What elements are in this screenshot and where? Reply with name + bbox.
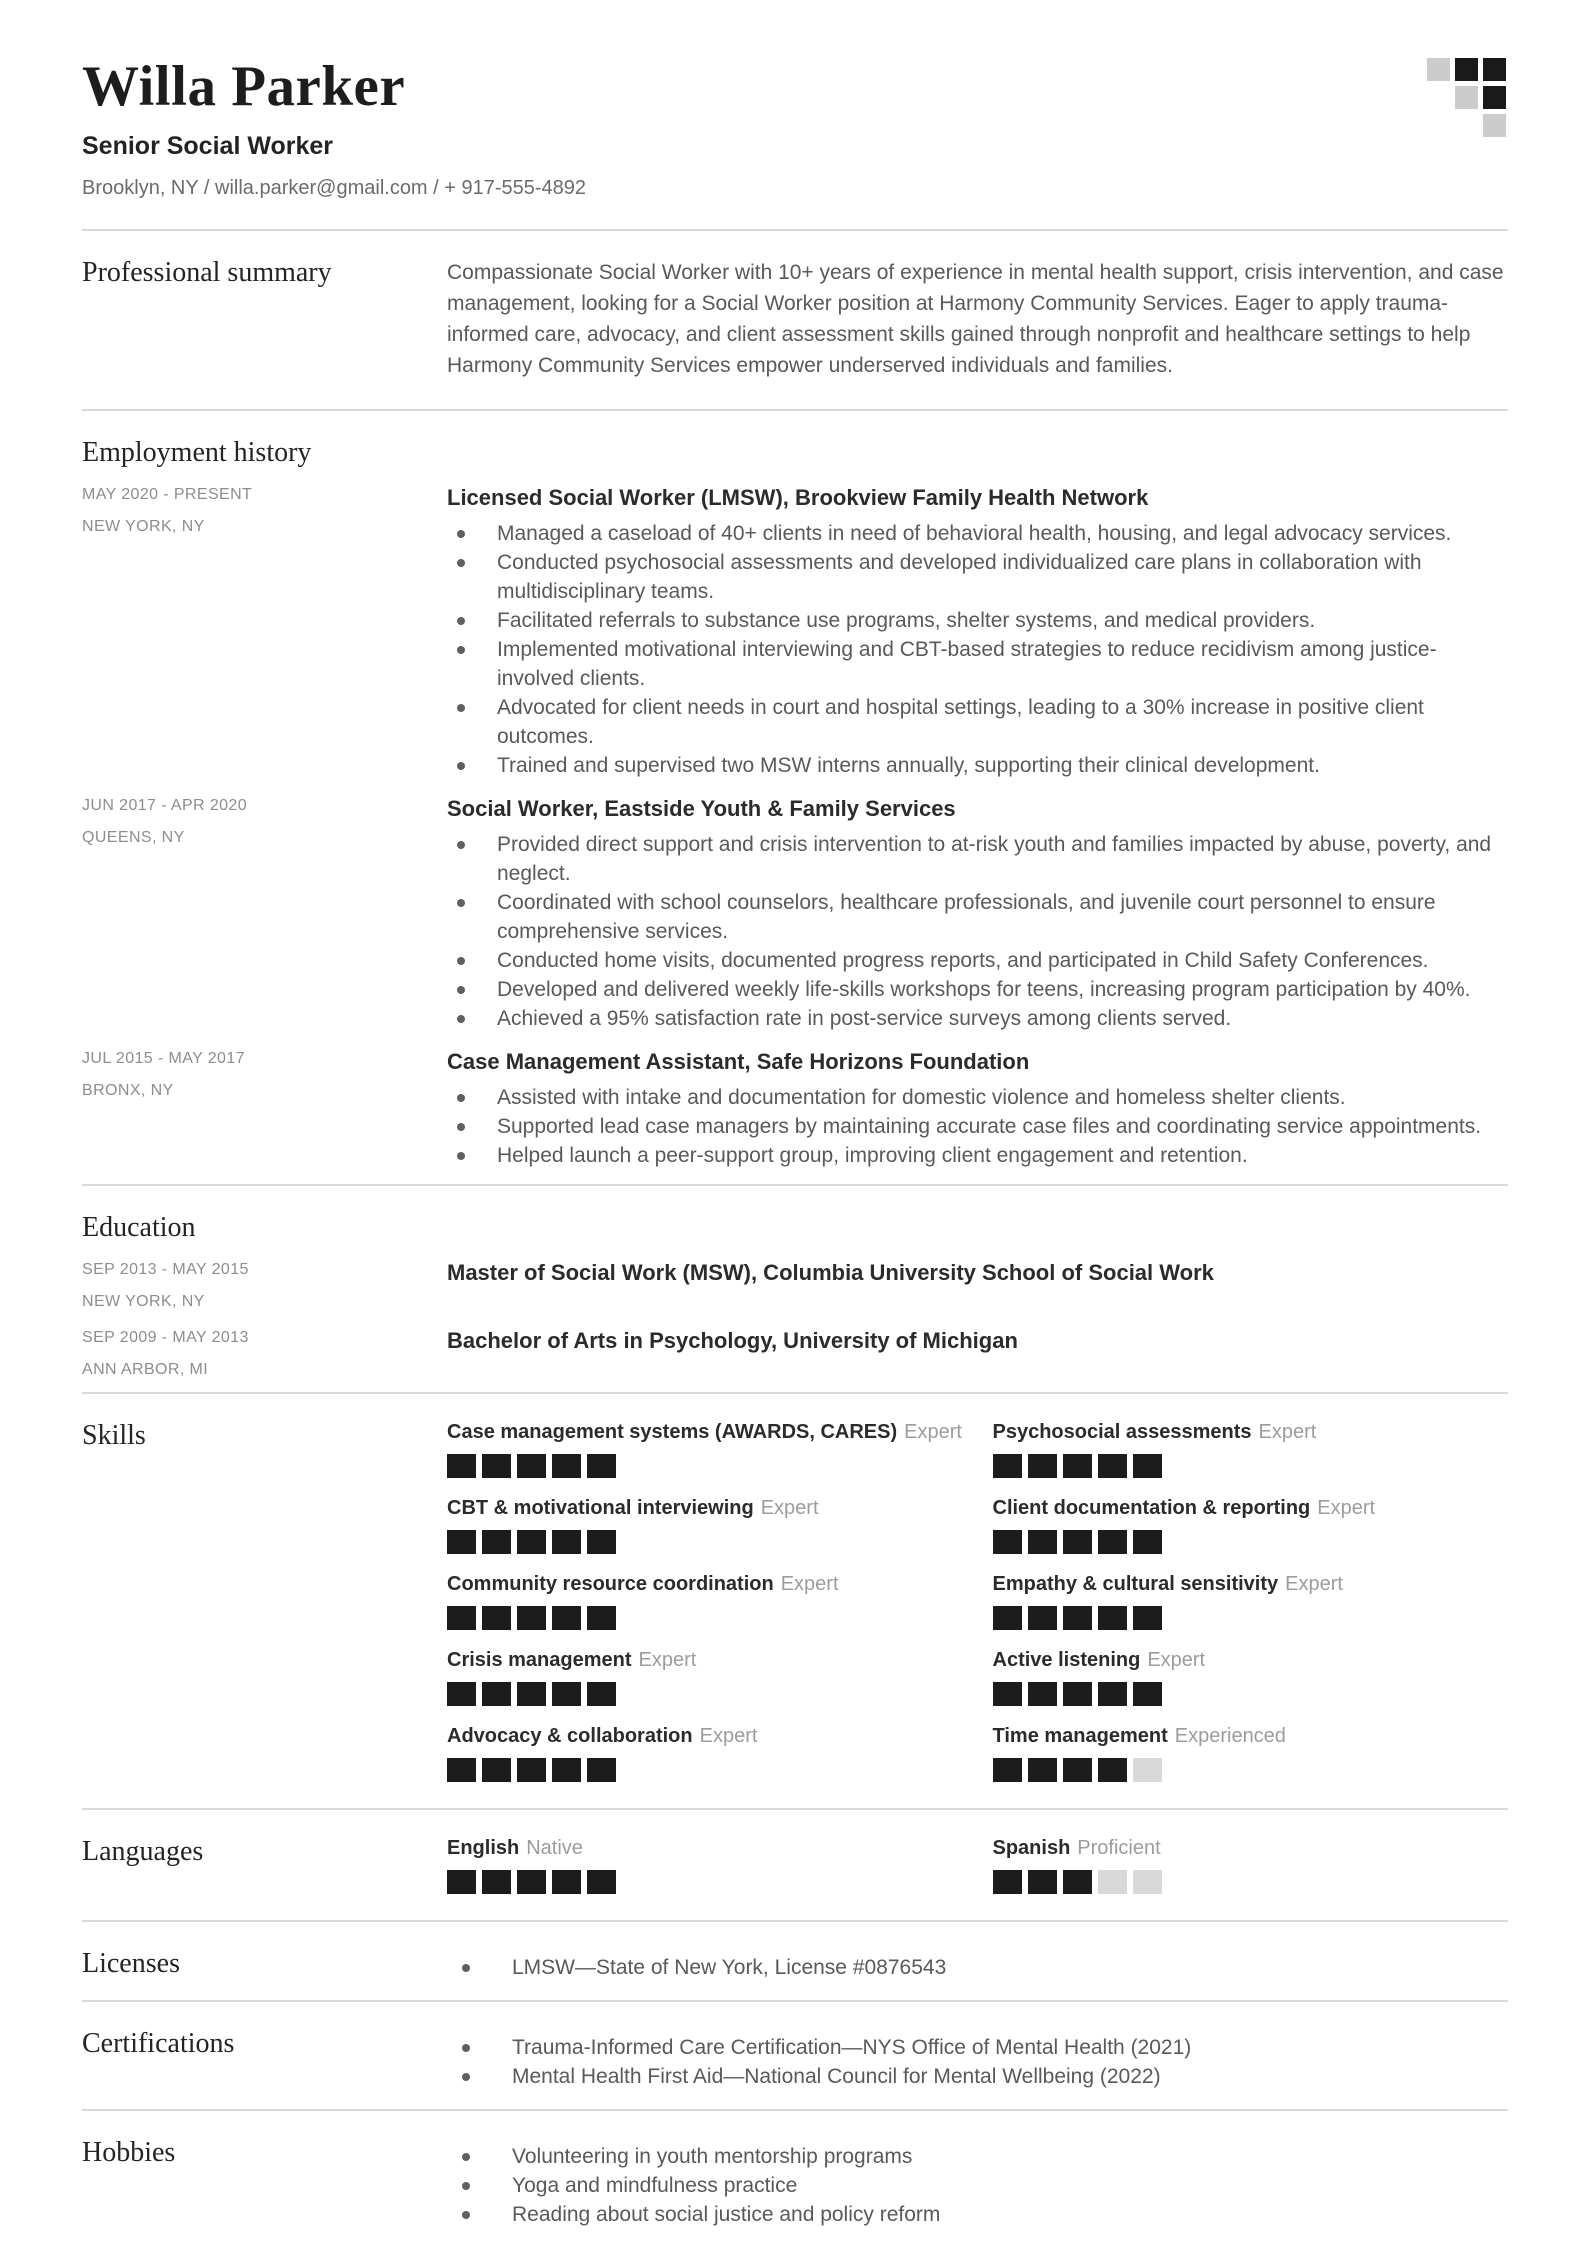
section-content-column <box>447 1948 1508 1982</box>
job-body <box>447 485 1508 780</box>
job-meta <box>82 1049 447 1170</box>
certifications-list <box>447 2033 1508 2091</box>
certification-bullet: Mental Health First Aid—National Council for Mental Wellbeing (2022) <box>447 2062 1508 2091</box>
job-entry <box>82 796 1508 1033</box>
skill-item-bar-block <box>993 1530 1022 1554</box>
skill-item-bar-block <box>993 1606 1022 1630</box>
skill-item <box>993 1420 1509 1478</box>
job-bullet: Helped launch a peer-support group, improving client engagement and retention. <box>447 1141 1508 1170</box>
hobby-bullet: Volunteering in youth mentorship programs <box>447 2142 1508 2171</box>
skill-item-bar-block <box>1028 1530 1057 1554</box>
skill-item-bar-block <box>1063 1606 1092 1630</box>
logo-cell <box>1427 114 1450 137</box>
section-skills <box>82 1394 1508 1808</box>
skill-item-head <box>993 1724 1509 1748</box>
job-location: BRONX, NY <box>82 1082 174 1099</box>
skill-item-bar-block <box>1098 1682 1127 1706</box>
language-item-label: English <box>447 1837 520 1859</box>
skill-item-level: Expert <box>1317 1497 1376 1519</box>
employment-entries <box>82 485 1508 1170</box>
job-bullets <box>447 830 1508 1033</box>
education-entry <box>82 1260 1508 1312</box>
language-item-level: Proficient <box>1077 1837 1161 1859</box>
skill-item-level: Expert <box>1285 1573 1343 1595</box>
language-item-bar <box>447 1870 963 1894</box>
skill-item-bar-block <box>447 1530 476 1554</box>
skill-item-label: Advocacy & collaboration <box>447 1725 693 1747</box>
skill-item-head <box>993 1572 1509 1596</box>
job-entry <box>82 485 1508 780</box>
skill-item-head <box>993 1420 1509 1444</box>
job-bullet: Implemented motivational interviewing and CBT-based strategies to reduce recidivism among justice-involved clients. <box>447 635 1508 693</box>
skill-item-label: Empathy & cultural sensitivity <box>992 1573 1279 1595</box>
logo-cell <box>1427 86 1450 109</box>
skill-item-head <box>447 1724 963 1748</box>
skill-item-head <box>447 1572 963 1596</box>
skill-item-bar-block <box>552 1530 581 1554</box>
skill-item-level: Expert <box>904 1421 962 1443</box>
skill-item-bar-block <box>447 1606 476 1630</box>
skill-item-bar-block <box>993 1682 1022 1706</box>
language-item-bar <box>993 1870 1509 1894</box>
language-item-bar-block <box>587 1870 616 1894</box>
skill-item-bar <box>993 1454 1509 1478</box>
skill-item-label: Case management systems (AWARDS, CARES) <box>447 1421 898 1443</box>
skill-item-bar-block <box>447 1758 476 1782</box>
job-bullet: Conducted psychosocial assessments and developed individualized care plans in collaboration with multidisciplinary teams. <box>447 548 1508 606</box>
language-item-level: Native <box>526 1837 583 1859</box>
license-bullet: LMSW—State of New York, License #0876543 <box>447 1953 1508 1982</box>
language-item-bar-block <box>1133 1870 1162 1894</box>
education-meta <box>82 1328 447 1380</box>
language-item-bar-block <box>447 1870 476 1894</box>
section-label-column <box>82 1948 447 1982</box>
job-bullets <box>447 1083 1508 1170</box>
job-location: QUEENS, NY <box>82 829 185 846</box>
skill-item-bar-block <box>587 1454 616 1478</box>
skill-item-level: Expert <box>1258 1421 1317 1443</box>
logo-cell <box>1455 86 1478 109</box>
skill-item-label: Crisis management <box>447 1649 632 1671</box>
job-bullet: Coordinated with school counselors, healthcare professionals, and juvenile court personnel to ensure comprehensive services. <box>447 888 1508 946</box>
education-entry <box>82 1328 1508 1380</box>
education-location: ANN ARBOR, MI <box>82 1361 209 1378</box>
section-content-column <box>447 1836 1508 1894</box>
job-title: Licensed Social Worker (LMSW), Brookview Family Health Network <box>447 485 1149 510</box>
education-title: Master of Social Work (MSW), Columbia University School of Social Work <box>447 1260 1214 1285</box>
language-item <box>447 1836 963 1894</box>
logo-cell <box>1483 58 1506 81</box>
section-heading: Hobbies <box>82 2137 176 2168</box>
job-bullet: Trained and supervised two MSW interns annually, supporting their clinical development. <box>447 751 1508 780</box>
skill-item-bar <box>447 1530 963 1554</box>
section-employment-history <box>82 411 1508 1184</box>
skill-item-label: Active listening <box>992 1649 1141 1671</box>
job-bullet: Achieved a 95% satisfaction rate in post-service surveys among clients served. <box>447 1004 1508 1033</box>
skill-item-bar <box>447 1454 963 1478</box>
skill-item-bar <box>993 1758 1509 1782</box>
job-bullet: Provided direct support and crisis intervention to at-risk youth and families impacted by abuse, poverty, and neglect. <box>447 830 1508 888</box>
section-languages <box>82 1810 1508 1920</box>
skill-item-level: Expert <box>638 1649 697 1671</box>
skill-item-bar-block <box>517 1682 546 1706</box>
job-bullet: Conducted home visits, documented progress reports, and participated in Child Safety Conferences. <box>447 946 1508 975</box>
education-location: NEW YORK, NY <box>82 1293 205 1310</box>
section-label-column <box>82 2028 447 2091</box>
skill-item-label: CBT & motivational interviewing <box>447 1497 754 1519</box>
skill-item-bar <box>447 1606 963 1630</box>
skills-grid <box>447 1420 1508 1782</box>
skill-item <box>993 1496 1509 1554</box>
skill-item-bar-block <box>1133 1606 1162 1630</box>
skill-item-bar-block <box>1028 1454 1057 1478</box>
section-heading: Certifications <box>82 2028 235 2059</box>
logo-cell <box>1483 86 1506 109</box>
section-licenses <box>82 1922 1508 2000</box>
skill-item-bar-block <box>1028 1758 1057 1782</box>
skill-item-bar-block <box>552 1454 581 1478</box>
job-bullet: Assisted with intake and documentation for domestic violence and homeless shelter clients. <box>447 1083 1508 1112</box>
skill-item-head <box>993 1496 1509 1520</box>
skill-item-level: Expert <box>760 1497 819 1519</box>
skill-item-bar-block <box>552 1758 581 1782</box>
job-bullets <box>447 519 1508 780</box>
skill-item-bar <box>993 1682 1509 1706</box>
section-content-column <box>447 2028 1508 2091</box>
language-item <box>993 1836 1509 1894</box>
section-professional-summary <box>82 231 1508 409</box>
skill-item-bar-block <box>482 1530 511 1554</box>
skill-item-bar-block <box>1028 1606 1057 1630</box>
header-job-title: Senior Social Worker <box>82 132 334 160</box>
job-title: Case Management Assistant, Safe Horizons Foundation <box>447 1049 1030 1074</box>
skill-item-bar-block <box>552 1606 581 1630</box>
section-heading: Professional summary <box>82 257 332 288</box>
skill-item-bar-block <box>517 1758 546 1782</box>
job-bullet: Supported lead case managers by maintaining accurate case files and coordinating service appointments. <box>447 1112 1508 1141</box>
job-meta <box>82 796 447 1033</box>
job-bullet: Facilitated referrals to substance use programs, shelter systems, and medical providers. <box>447 606 1508 635</box>
section-heading: Skills <box>82 1420 146 1451</box>
language-item-bar-block <box>482 1870 511 1894</box>
section-heading: Licenses <box>82 1948 180 1979</box>
skill-item-bar-block <box>1133 1530 1162 1554</box>
job-dates: JUL 2015 - MAY 2017 <box>82 1050 245 1067</box>
skill-item-bar-block <box>1133 1682 1162 1706</box>
licenses-list <box>447 1953 1508 1982</box>
education-dates: SEP 2013 - MAY 2015 <box>82 1261 249 1278</box>
section-label-column <box>82 1420 447 1782</box>
section-label-column <box>82 257 447 381</box>
skill-item <box>447 1572 963 1630</box>
spacer <box>82 201 1508 229</box>
skill-item-label: Psychosocial assessments <box>992 1421 1252 1443</box>
summary-text: Compassionate Social Worker with 10+ years of experience in mental health support, crisis intervention, and case management, looking for a Social Worker position at Harmony Community Services. Eager to apply trauma-informed care, advocacy, and client assessment skills gained through nonprofit and healthcare settings to help Harmony Community Services empower underserved individuals and families. <box>447 261 1504 377</box>
language-item-bar-block <box>1098 1870 1127 1894</box>
logo-cell <box>1427 58 1450 81</box>
skill-item-bar-block <box>1063 1682 1092 1706</box>
skill-item-bar-block <box>552 1682 581 1706</box>
education-entries <box>82 1260 1508 1380</box>
skill-item-bar-block <box>517 1530 546 1554</box>
skill-item-label: Community resource coordination <box>447 1573 774 1595</box>
skill-item-bar-block <box>1133 1454 1162 1478</box>
skill-item-bar-block <box>993 1758 1022 1782</box>
job-meta <box>82 485 447 780</box>
skill-item-bar-block <box>587 1682 616 1706</box>
skill-item <box>993 1572 1509 1630</box>
skill-item-bar-block <box>993 1454 1022 1478</box>
language-item-bar-block <box>1063 1870 1092 1894</box>
contact-line: Brooklyn, NY / willa.parker@gmail.com / + 917-555-4892 <box>82 177 587 199</box>
education-body <box>447 1260 1508 1312</box>
job-bullet: Developed and delivered weekly life-skills workshops for teens, increasing program participation by 40%. <box>447 975 1508 1004</box>
skill-item-bar-block <box>482 1454 511 1478</box>
logo-icon <box>1427 58 1506 137</box>
skill-item-bar <box>993 1530 1509 1554</box>
job-dates: JUN 2017 - APR 2020 <box>82 797 248 814</box>
skill-item <box>447 1496 963 1554</box>
skill-item-bar-block <box>587 1758 616 1782</box>
skill-item-head <box>447 1496 963 1520</box>
section-label-column <box>82 1836 447 1894</box>
certification-bullet: Trauma-Informed Care Certification—NYS Office of Mental Health (2021) <box>447 2033 1508 2062</box>
education-meta <box>82 1260 447 1312</box>
skill-item-bar-block <box>587 1530 616 1554</box>
language-item-bar-block <box>552 1870 581 1894</box>
language-item-bar-block <box>1028 1870 1057 1894</box>
section-heading: Employment history <box>82 437 312 468</box>
job-entry <box>82 1049 1508 1170</box>
job-body <box>447 1049 1508 1170</box>
job-bullet: Advocated for client needs in court and hospital settings, leading to a 30% increase in positive client outcomes. <box>447 693 1508 751</box>
skill-item-bar <box>447 1682 963 1706</box>
skill-item <box>447 1724 963 1782</box>
languages-grid <box>447 1836 1508 1894</box>
skill-item-level: Expert <box>1147 1649 1206 1671</box>
section-content-column <box>447 257 1508 381</box>
skill-item-bar-block <box>1098 1530 1127 1554</box>
hobby-bullet: Yoga and mindfulness practice <box>447 2171 1508 2200</box>
job-body <box>447 796 1508 1033</box>
name-heading: Willa Parker <box>82 55 406 118</box>
section-heading: Education <box>82 1212 196 1243</box>
job-location: NEW YORK, NY <box>82 518 205 535</box>
education-dates: SEP 2009 - MAY 2013 <box>82 1329 249 1346</box>
skill-item-bar-block <box>587 1606 616 1630</box>
skill-item-bar-block <box>1063 1454 1092 1478</box>
job-dates: MAY 2020 - PRESENT <box>82 486 253 503</box>
section-education <box>82 1186 1508 1392</box>
section-hobbies <box>82 2111 1508 2229</box>
language-item-bar-block <box>517 1870 546 1894</box>
skill-item-bar-block <box>447 1682 476 1706</box>
hobbies-list <box>447 2142 1508 2229</box>
skill-item-bar-block <box>517 1606 546 1630</box>
logo-cell <box>1483 114 1506 137</box>
language-item-bar-block <box>993 1870 1022 1894</box>
hobby-bullet: Reading about social justice and policy reform <box>447 2200 1508 2229</box>
skill-item-bar-block <box>447 1454 476 1478</box>
skill-item-bar-block <box>482 1758 511 1782</box>
skill-item-bar-block <box>517 1454 546 1478</box>
section-heading: Languages <box>82 1836 204 1867</box>
skill-item-bar-block <box>1063 1530 1092 1554</box>
language-item-label: Spanish <box>992 1837 1071 1859</box>
section-content-column <box>447 2137 1508 2229</box>
language-item-head <box>993 1836 1509 1860</box>
skill-item-bar-block <box>1098 1606 1127 1630</box>
section-certifications <box>82 2002 1508 2109</box>
skill-item-head <box>993 1648 1509 1672</box>
logo-cell <box>1455 58 1478 81</box>
job-title: Social Worker, Eastside Youth & Family Services <box>447 796 956 821</box>
skill-item-label: Client documentation & reporting <box>992 1497 1311 1519</box>
section-label-column <box>82 2137 447 2229</box>
skill-item-level: Expert <box>780 1573 839 1595</box>
skill-item-bar-block <box>1028 1682 1057 1706</box>
skill-item-level: Experienced <box>1174 1725 1286 1747</box>
logo-cell <box>1455 114 1478 137</box>
skill-item-level: Expert <box>699 1725 758 1747</box>
skill-item-head <box>447 1420 963 1444</box>
skill-item-bar-block <box>1098 1454 1127 1478</box>
skill-item-bar-block <box>1063 1758 1092 1782</box>
section-content-column <box>447 1420 1508 1782</box>
skill-item-head <box>447 1648 963 1672</box>
header <box>82 56 1508 201</box>
skill-item <box>993 1724 1509 1782</box>
skill-item <box>447 1648 963 1706</box>
skill-item-bar-block <box>1133 1758 1162 1782</box>
skill-item-bar-block <box>482 1606 511 1630</box>
job-bullet: Managed a caseload of 40+ clients in need of behavioral health, housing, and legal advocacy services. <box>447 519 1508 548</box>
skill-item-bar <box>447 1758 963 1782</box>
skill-item <box>993 1648 1509 1706</box>
skill-item-bar-block <box>1098 1758 1127 1782</box>
education-title: Bachelor of Arts in Psychology, University of Michigan <box>447 1328 1018 1353</box>
language-item-head <box>447 1836 963 1860</box>
skill-item <box>447 1420 963 1478</box>
skill-item-bar-block <box>482 1682 511 1706</box>
skill-item-bar <box>993 1606 1509 1630</box>
education-body <box>447 1328 1508 1380</box>
skill-item-label: Time management <box>992 1725 1168 1747</box>
